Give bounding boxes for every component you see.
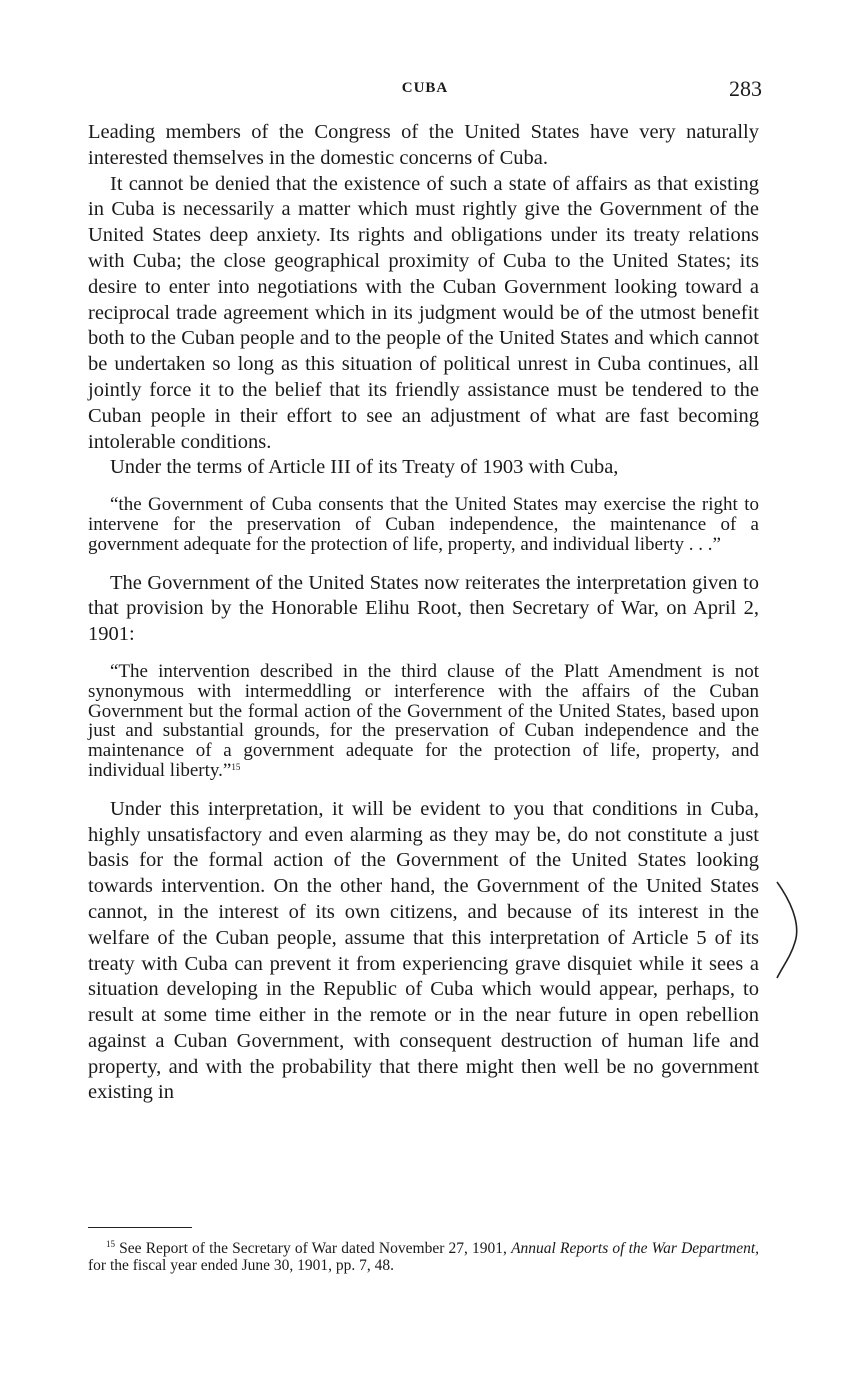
footnote [88,1240,759,1274]
margin-bracket-mark [775,880,805,980]
footnote-text-after: for the fiscal year ended June 30, 1901, pp. 7, 48. [88,1257,395,1274]
quote-platt-amendment-text: “The intervention described in the third clause of the Platt Amendment is not synonymous with intermeddling or interference with the affairs of the Cuban Government but the formal action of the Government of the United States, based upon just and substantial grounds, for the preservation of Cuban independence and the maintenance of a government adequate for the protection of life, property, and individual liberty.” [88,660,759,781]
footnote-title: Annual Reports of the War Department, [511,1240,760,1257]
paragraph-intervention: Under this interpretation, it will be evident to you that conditions in Cuba, highly unsatisfactory and even alarming as they may be, do not constitute a just basis for the formal action of the Government of the United States looking towards intervention. On the other hand, the Government of the United States cannot, in the interest of its own citizens, and because of its interest in the welfare of the Cuban people, assume that this interpretation of Article 5 of its treaty with Cuba can prevent it from experiencing grave disquiet while it sees a situation developing in the Republic of Cuba which would appear, perhaps, to result at some time either in the remote or in the near future in open rebellion against a Cuban Government, with consequent destruction of human life and property, and with the probability that there might then well be no government existing in [88,797,759,1104]
paragraph-article-iii: Under the terms of Article III of its Treaty of 1903 with Cuba, [110,456,619,479]
running-head [88,76,762,106]
page-number: 283 [729,76,762,101]
paragraph-root-interpretation: The Government of the United States now reiterates the interpretation given to that provision by the Honorable Elihu Root, then Secretary of War, on April 2, 1901: [88,571,759,646]
footnote-divider [88,1227,192,1228]
footnote-text-before: See Report of the Secretary of War dated November 27, 1901, [119,1240,507,1257]
paragraph-congress: Leading members of the Congress of the United States have very naturally interested themselves in the domestic concerns of Cuba. [88,121,759,169]
quote-platt-amendment [88,662,759,781]
running-title: CUBA [401,80,449,96]
body-text [88,120,759,1106]
paragraph-anxiety: It cannot be denied that the existence of such a state of affairs as that existing in Cuba is necessarily a matter which must rightly give the Government of the United States deep anxiety. Its rights and obligations under its treaty relations with Cuba; the close geographical proximity of Cuba to the United States; its desire to enter into negotiations with the Cuban Government looking toward a reciprocal trade agreement which in its judgment would be of the utmost benefit both to the Cuban people and to the people of the United States and which cannot be undertaken so long as this situation of political unrest in Cuba continues, all jointly force it to the belief that its friendly assistance must be tendered to the Cuban people in their effort to see an adjustment of what are fast becoming intolerable conditions. [88,172,759,453]
footnote-number: 15 [106,1239,115,1249]
quote-treaty-article: “the Government of Cuba consents that the United States may exercise the right to intervene for the preservation of Cuban independence, the maintenance of a government adequate for the protection of life, property, and individual liberty . . .” [88,494,759,555]
footnote-ref: 15 [231,761,241,772]
